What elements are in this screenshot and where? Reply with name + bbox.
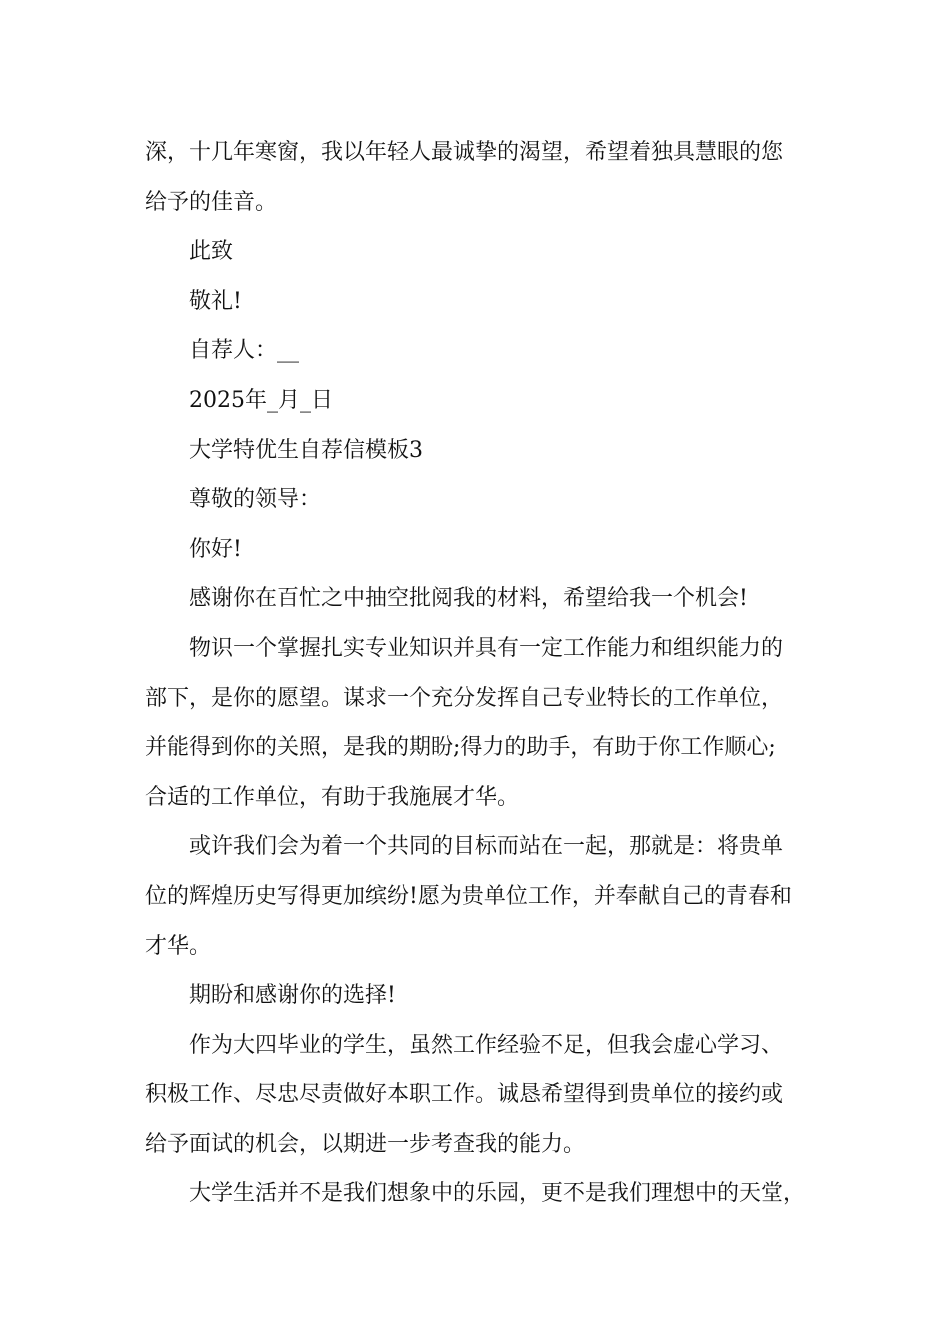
text-line: 给予面试的机会，以期进一步考查我的能力。 [145,1131,586,1157]
text-line: 作为大四毕业的学生，虽然工作经验不足，但我会虚心学习、 [189,1032,784,1058]
closing-regards: 敬礼! [189,288,242,314]
text-line: 期盼和感谢你的选择! [189,983,396,1009]
text-line: 大学生活并不是我们想象中的乐园，更不是我们理想中的天堂， [189,1181,806,1207]
closing-salutation: 此致 [189,239,234,265]
greeting: 尊敬的领导： [189,487,322,513]
text-line: 深，十几年寒窗，我以年轻人最诚挚的渴望，希望着独具慧眼的您 [145,140,784,165]
text-line: 积极工作、尽忠尽责做好本职工作。诚恳希望得到贵单位的接约或 [145,1082,784,1108]
text-line: 部下，是你的愿望。谋求一个充分发挥自己专业特长的工作单位， [145,685,784,711]
date-line: 2025年_月_日 [189,387,333,413]
text-line: 合适的工作单位，有助于我施展才华。 [145,784,520,810]
text-line: 感谢你在百忙之中抽空批阅我的材料，希望给我一个机会! [189,586,748,612]
section-title: 大学特优生自荐信模板3 [189,437,423,463]
signature-line: 自荐人：__ [189,338,300,364]
text-line: 位的辉煌历史写得更加缤纷!愿为贵单位工作，并奉献自己的青春和 [145,883,792,909]
text-line: 物识一个掌握扎实专业知识并具有一定工作能力和组织能力的 [189,635,784,661]
text-line: 或许我们会为着一个共同的目标而站在一起，那就是：将贵单 [189,834,784,860]
letter-body [145,128,815,1219]
text-line: 才华。 [145,933,212,959]
text-line: 给予的佳音。 [145,189,278,215]
text-line: 并能得到你的关照，是我的期盼;得力的助手，有助于你工作顺心; [145,735,776,761]
greeting-hello: 你好! [189,536,242,562]
